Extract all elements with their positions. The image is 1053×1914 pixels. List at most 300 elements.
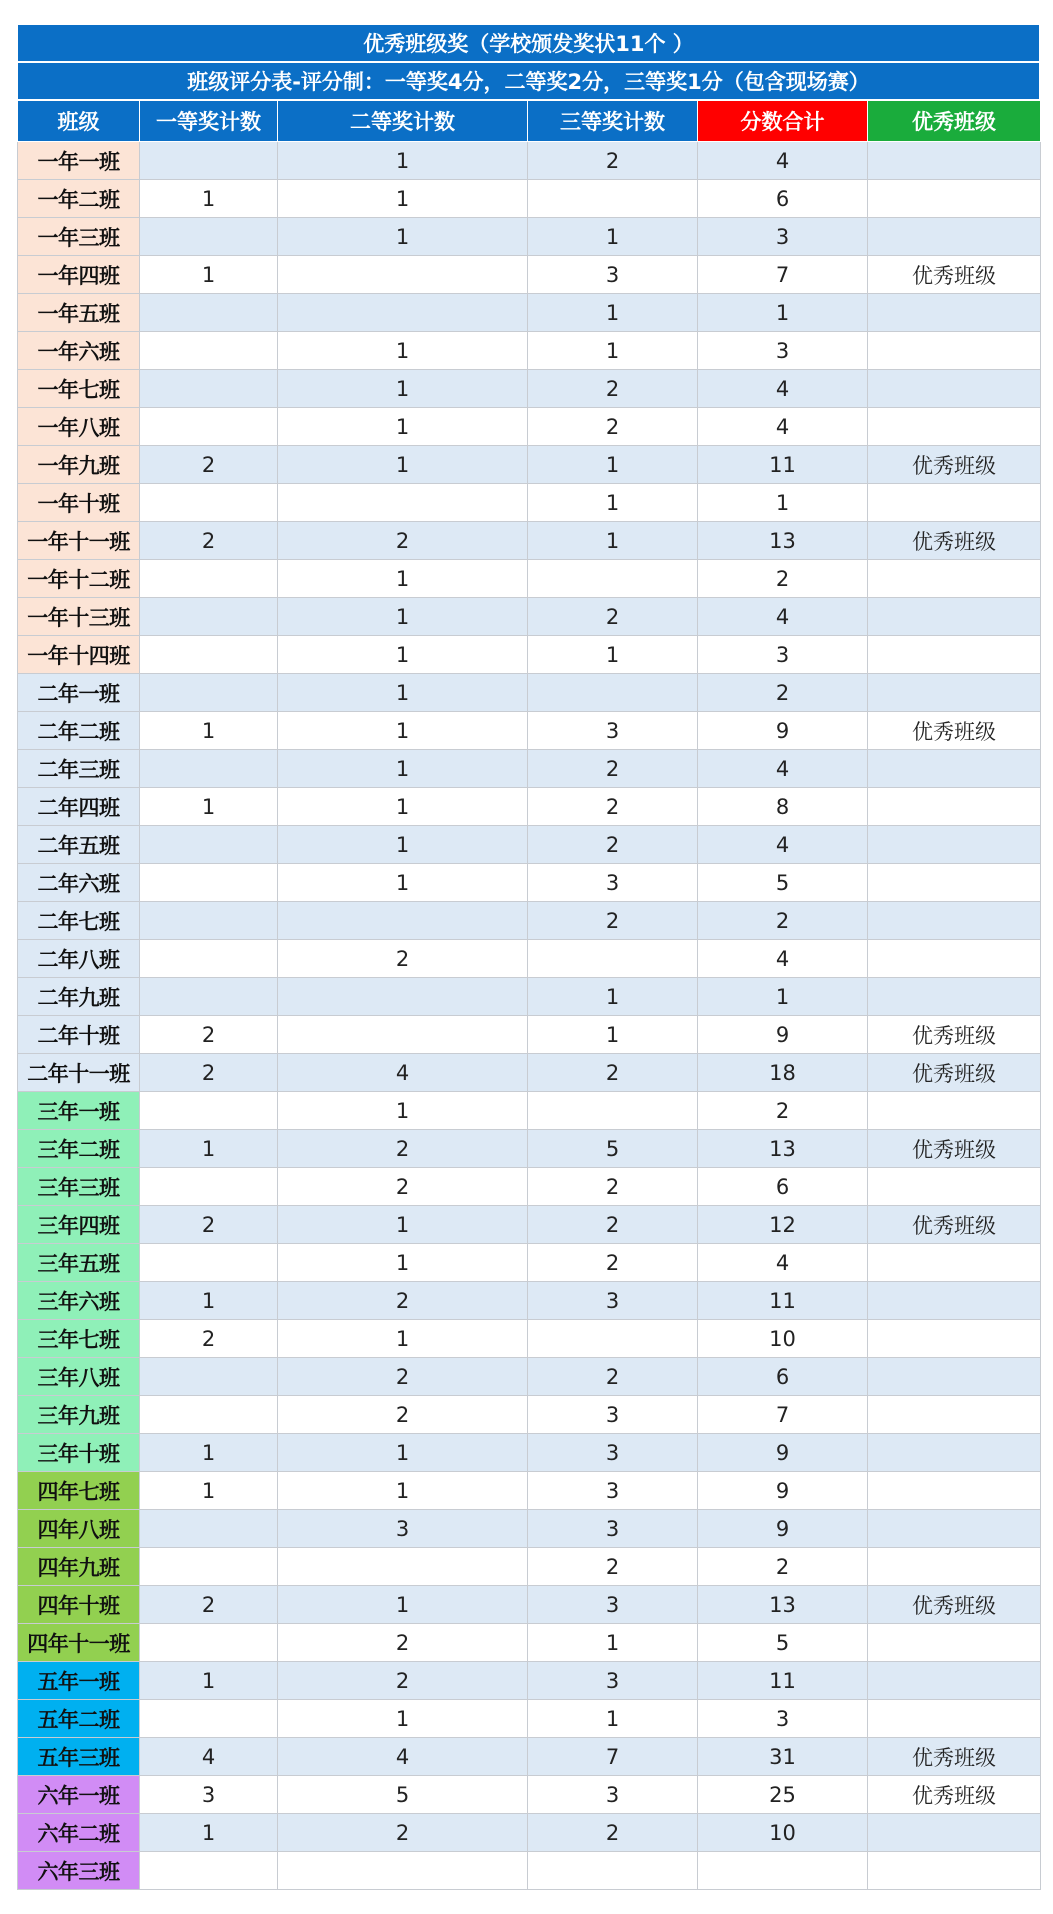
second-prize-cell[interactable]: 1 — [278, 598, 528, 636]
first-prize-cell[interactable] — [140, 1092, 278, 1130]
first-prize-cell[interactable] — [140, 142, 278, 180]
class-name-cell[interactable]: 三年三班 — [18, 1168, 140, 1206]
third-prize-cell[interactable]: 2 — [528, 1206, 698, 1244]
second-prize-cell[interactable]: 1 — [278, 446, 528, 484]
excellent-class-cell[interactable] — [868, 408, 1041, 446]
first-prize-cell[interactable]: 1 — [140, 1662, 278, 1700]
third-prize-cell[interactable] — [528, 940, 698, 978]
third-prize-cell[interactable]: 2 — [528, 1814, 698, 1852]
second-prize-cell[interactable]: 1 — [278, 218, 528, 256]
excellent-class-cell[interactable]: 优秀班级 — [868, 1776, 1041, 1814]
total-score-cell[interactable]: 9 — [698, 1472, 868, 1510]
excellent-class-cell[interactable] — [868, 636, 1041, 674]
class-name-cell[interactable]: 三年九班 — [18, 1396, 140, 1434]
second-prize-cell[interactable]: 1 — [278, 370, 528, 408]
class-name-cell[interactable]: 五年一班 — [18, 1662, 140, 1700]
total-score-cell[interactable]: 6 — [698, 180, 868, 218]
excellent-class-cell[interactable] — [868, 1472, 1041, 1510]
second-prize-cell[interactable]: 1 — [278, 712, 528, 750]
excellent-class-cell[interactable] — [868, 902, 1041, 940]
third-prize-cell[interactable]: 2 — [528, 788, 698, 826]
class-name-cell[interactable]: 二年七班 — [18, 902, 140, 940]
class-name-cell[interactable]: 三年十班 — [18, 1434, 140, 1472]
third-prize-cell[interactable] — [528, 180, 698, 218]
first-prize-cell[interactable] — [140, 218, 278, 256]
table-row — [18, 1092, 1041, 1130]
total-score-cell[interactable]: 2 — [698, 560, 868, 598]
class-name-cell[interactable]: 二年十班 — [18, 1016, 140, 1054]
second-prize-cell[interactable]: 1 — [278, 1244, 528, 1282]
third-prize-cell[interactable]: 2 — [528, 750, 698, 788]
first-prize-cell[interactable]: 2 — [140, 1586, 278, 1624]
class-name-cell[interactable]: 一年二班 — [18, 180, 140, 218]
total-score-cell[interactable] — [698, 1852, 868, 1890]
table-row — [18, 1700, 1041, 1738]
excellent-class-cell[interactable] — [868, 788, 1041, 826]
class-name-cell[interactable]: 三年七班 — [18, 1320, 140, 1358]
first-prize-cell[interactable]: 1 — [140, 1434, 278, 1472]
second-prize-cell[interactable]: 1 — [278, 636, 528, 674]
excellent-class-cell[interactable]: 优秀班级 — [868, 1586, 1041, 1624]
total-score-cell[interactable]: 6 — [698, 1358, 868, 1396]
third-prize-cell[interactable]: 3 — [528, 1396, 698, 1434]
class-name-cell[interactable]: 一年六班 — [18, 332, 140, 370]
excellent-class-cell[interactable] — [868, 1244, 1041, 1282]
excellent-class-cell[interactable] — [868, 1320, 1041, 1358]
third-prize-cell[interactable]: 2 — [528, 1168, 698, 1206]
header-excellent-class[interactable]: 优秀班级 — [868, 101, 1041, 142]
table-row — [18, 712, 1041, 750]
third-prize-cell[interactable]: 3 — [528, 1434, 698, 1472]
excellent-class-cell[interactable]: 优秀班级 — [868, 712, 1041, 750]
first-prize-cell[interactable]: 1 — [140, 1814, 278, 1852]
second-prize-cell[interactable]: 4 — [278, 1054, 528, 1092]
total-score-cell[interactable]: 10 — [698, 1320, 868, 1358]
excellent-class-cell[interactable] — [868, 1168, 1041, 1206]
third-prize-cell[interactable]: 3 — [528, 1472, 698, 1510]
total-score-cell[interactable]: 18 — [698, 1054, 868, 1092]
class-name-cell[interactable]: 二年三班 — [18, 750, 140, 788]
total-score-cell[interactable]: 10 — [698, 1814, 868, 1852]
class-name-cell[interactable]: 一年十班 — [18, 484, 140, 522]
second-prize-cell[interactable]: 1 — [278, 826, 528, 864]
first-prize-cell[interactable] — [140, 294, 278, 332]
excellent-class-cell[interactable] — [868, 1510, 1041, 1548]
first-prize-cell[interactable] — [140, 560, 278, 598]
class-name-cell[interactable]: 五年二班 — [18, 1700, 140, 1738]
excellent-class-cell[interactable] — [868, 142, 1041, 180]
header-class[interactable]: 班级 — [18, 101, 140, 142]
class-name-cell[interactable]: 二年十一班 — [18, 1054, 140, 1092]
first-prize-cell[interactable] — [140, 1624, 278, 1662]
class-name-cell[interactable]: 二年四班 — [18, 788, 140, 826]
third-prize-cell[interactable]: 2 — [528, 1054, 698, 1092]
third-prize-cell[interactable]: 1 — [528, 636, 698, 674]
second-prize-cell[interactable]: 1 — [278, 1320, 528, 1358]
table-row — [18, 180, 1041, 218]
header-third-prize-count[interactable]: 三等奖计数 — [528, 101, 698, 142]
second-prize-cell[interactable] — [278, 294, 528, 332]
header-first-prize-count[interactable]: 一等奖计数 — [140, 101, 278, 142]
first-prize-cell[interactable]: 3 — [140, 1776, 278, 1814]
third-prize-cell[interactable]: 1 — [528, 484, 698, 522]
class-name-cell[interactable]: 四年十班 — [18, 1586, 140, 1624]
excellent-class-cell[interactable]: 优秀班级 — [868, 1016, 1041, 1054]
total-score-cell[interactable]: 2 — [698, 1092, 868, 1130]
first-prize-cell[interactable] — [140, 370, 278, 408]
class-name-cell[interactable]: 三年一班 — [18, 1092, 140, 1130]
total-score-cell[interactable]: 4 — [698, 1244, 868, 1282]
second-prize-cell[interactable]: 1 — [278, 332, 528, 370]
third-prize-cell[interactable]: 3 — [528, 1662, 698, 1700]
first-prize-cell[interactable] — [140, 1700, 278, 1738]
second-prize-cell[interactable] — [278, 978, 528, 1016]
third-prize-cell[interactable]: 1 — [528, 294, 698, 332]
total-score-cell[interactable]: 4 — [698, 142, 868, 180]
second-prize-cell[interactable]: 1 — [278, 1434, 528, 1472]
total-score-cell[interactable]: 2 — [698, 1548, 868, 1586]
first-prize-cell[interactable]: 1 — [140, 788, 278, 826]
second-prize-cell[interactable]: 2 — [278, 1814, 528, 1852]
third-prize-cell[interactable]: 1 — [528, 1624, 698, 1662]
total-score-cell[interactable]: 3 — [698, 636, 868, 674]
table-row — [18, 1662, 1041, 1700]
third-prize-cell[interactable]: 3 — [528, 864, 698, 902]
total-score-cell[interactable]: 12 — [698, 1206, 868, 1244]
second-prize-cell[interactable]: 2 — [278, 522, 528, 560]
excellent-class-cell[interactable]: 优秀班级 — [868, 1130, 1041, 1168]
second-prize-cell[interactable] — [278, 1852, 528, 1890]
excellent-class-cell[interactable] — [868, 598, 1041, 636]
third-prize-cell[interactable]: 3 — [528, 712, 698, 750]
total-score-cell[interactable]: 5 — [698, 1624, 868, 1662]
second-prize-cell[interactable]: 1 — [278, 560, 528, 598]
first-prize-cell[interactable]: 1 — [140, 1130, 278, 1168]
class-name-cell[interactable]: 一年四班 — [18, 256, 140, 294]
class-name-cell[interactable]: 一年九班 — [18, 446, 140, 484]
third-prize-cell[interactable]: 2 — [528, 1548, 698, 1586]
third-prize-cell[interactable]: 3 — [528, 256, 698, 294]
third-prize-cell[interactable]: 5 — [528, 1130, 698, 1168]
third-prize-cell[interactable]: 1 — [528, 522, 698, 560]
first-prize-cell[interactable] — [140, 978, 278, 1016]
class-name-cell[interactable]: 一年八班 — [18, 408, 140, 446]
total-score-cell[interactable]: 9 — [698, 712, 868, 750]
total-score-cell[interactable]: 13 — [698, 1130, 868, 1168]
second-prize-cell[interactable]: 1 — [278, 674, 528, 712]
third-prize-cell[interactable]: 3 — [528, 1282, 698, 1320]
class-name-cell[interactable]: 六年一班 — [18, 1776, 140, 1814]
total-score-cell[interactable]: 8 — [698, 788, 868, 826]
total-score-cell[interactable]: 5 — [698, 864, 868, 902]
total-score-cell[interactable]: 4 — [698, 750, 868, 788]
class-name-cell[interactable]: 二年二班 — [18, 712, 140, 750]
table-row — [18, 902, 1041, 940]
table-row — [18, 484, 1041, 522]
first-prize-cell[interactable] — [140, 864, 278, 902]
first-prize-cell[interactable]: 1 — [140, 180, 278, 218]
class-name-cell[interactable]: 一年三班 — [18, 218, 140, 256]
excellent-class-cell[interactable]: 优秀班级 — [868, 1054, 1041, 1092]
third-prize-cell[interactable]: 2 — [528, 142, 698, 180]
third-prize-cell[interactable]: 7 — [528, 1738, 698, 1776]
excellent-class-cell[interactable] — [868, 1624, 1041, 1662]
second-prize-cell[interactable]: 5 — [278, 1776, 528, 1814]
total-score-cell[interactable]: 2 — [698, 674, 868, 712]
total-score-cell[interactable]: 3 — [698, 1700, 868, 1738]
excellent-class-cell[interactable] — [868, 1700, 1041, 1738]
class-name-cell[interactable]: 二年八班 — [18, 940, 140, 978]
total-score-cell[interactable]: 7 — [698, 256, 868, 294]
class-name-cell[interactable]: 四年九班 — [18, 1548, 140, 1586]
second-prize-cell[interactable]: 1 — [278, 1586, 528, 1624]
first-prize-cell[interactable] — [140, 674, 278, 712]
third-prize-cell[interactable]: 1 — [528, 218, 698, 256]
class-name-cell[interactable]: 三年四班 — [18, 1206, 140, 1244]
excellent-class-cell[interactable] — [868, 674, 1041, 712]
class-name-cell[interactable]: 三年二班 — [18, 1130, 140, 1168]
second-prize-cell[interactable] — [278, 902, 528, 940]
second-prize-cell[interactable]: 2 — [278, 1130, 528, 1168]
total-score-cell[interactable]: 9 — [698, 1510, 868, 1548]
total-score-cell[interactable]: 11 — [698, 446, 868, 484]
table-row — [18, 256, 1041, 294]
excellent-class-cell[interactable] — [868, 978, 1041, 1016]
total-score-cell[interactable]: 13 — [698, 1586, 868, 1624]
total-score-cell[interactable]: 1 — [698, 484, 868, 522]
second-prize-cell[interactable]: 1 — [278, 1700, 528, 1738]
class-name-cell[interactable]: 二年一班 — [18, 674, 140, 712]
second-prize-cell[interactable]: 1 — [278, 180, 528, 218]
third-prize-cell[interactable] — [528, 1092, 698, 1130]
total-score-cell[interactable]: 9 — [698, 1434, 868, 1472]
second-prize-cell[interactable]: 1 — [278, 1206, 528, 1244]
excellent-class-cell[interactable] — [868, 1814, 1041, 1852]
third-prize-cell[interactable]: 1 — [528, 332, 698, 370]
total-score-cell[interactable]: 11 — [698, 1282, 868, 1320]
first-prize-cell[interactable] — [140, 1244, 278, 1282]
total-score-cell[interactable]: 1 — [698, 978, 868, 1016]
third-prize-cell[interactable]: 2 — [528, 902, 698, 940]
second-prize-cell[interactable] — [278, 484, 528, 522]
class-name-cell[interactable]: 六年三班 — [18, 1852, 140, 1890]
table-row — [18, 750, 1041, 788]
third-prize-cell[interactable]: 2 — [528, 408, 698, 446]
first-prize-cell[interactable] — [140, 598, 278, 636]
second-prize-cell[interactable]: 2 — [278, 1624, 528, 1662]
excellent-class-cell[interactable] — [868, 180, 1041, 218]
second-prize-cell[interactable]: 1 — [278, 1092, 528, 1130]
class-name-cell[interactable]: 一年十四班 — [18, 636, 140, 674]
second-prize-cell[interactable]: 1 — [278, 142, 528, 180]
first-prize-cell[interactable]: 1 — [140, 1472, 278, 1510]
total-score-cell[interactable]: 11 — [698, 1662, 868, 1700]
class-name-cell[interactable]: 四年十一班 — [18, 1624, 140, 1662]
third-prize-cell[interactable]: 3 — [528, 1776, 698, 1814]
first-prize-cell[interactable] — [140, 1852, 278, 1890]
class-name-cell[interactable]: 五年三班 — [18, 1738, 140, 1776]
class-name-cell[interactable]: 二年六班 — [18, 864, 140, 902]
second-prize-cell[interactable] — [278, 1016, 528, 1054]
third-prize-cell[interactable]: 2 — [528, 598, 698, 636]
second-prize-cell[interactable]: 2 — [278, 1282, 528, 1320]
first-prize-cell[interactable] — [140, 750, 278, 788]
first-prize-cell[interactable]: 2 — [140, 1016, 278, 1054]
second-prize-cell[interactable]: 2 — [278, 1168, 528, 1206]
third-prize-cell[interactable] — [528, 1852, 698, 1890]
excellent-class-cell[interactable] — [868, 370, 1041, 408]
third-prize-cell[interactable]: 3 — [528, 1586, 698, 1624]
third-prize-cell[interactable] — [528, 1320, 698, 1358]
excellent-class-cell[interactable] — [868, 1282, 1041, 1320]
third-prize-cell[interactable]: 1 — [528, 1016, 698, 1054]
total-score-cell[interactable]: 4 — [698, 826, 868, 864]
first-prize-cell[interactable]: 2 — [140, 446, 278, 484]
table-row — [18, 978, 1041, 1016]
excellent-class-cell[interactable] — [868, 560, 1041, 598]
second-prize-cell[interactable]: 2 — [278, 1358, 528, 1396]
total-score-cell[interactable]: 6 — [698, 1168, 868, 1206]
second-prize-cell[interactable]: 1 — [278, 788, 528, 826]
first-prize-cell[interactable]: 2 — [140, 522, 278, 560]
total-score-cell[interactable]: 4 — [698, 370, 868, 408]
excellent-class-cell[interactable] — [868, 1662, 1041, 1700]
second-prize-cell[interactable]: 1 — [278, 864, 528, 902]
table-row — [18, 1434, 1041, 1472]
first-prize-cell[interactable] — [140, 940, 278, 978]
first-prize-cell[interactable] — [140, 1168, 278, 1206]
total-score-cell[interactable]: 25 — [698, 1776, 868, 1814]
excellent-class-cell[interactable]: 优秀班级 — [868, 256, 1041, 294]
class-name-cell[interactable]: 三年八班 — [18, 1358, 140, 1396]
first-prize-cell[interactable] — [140, 1358, 278, 1396]
first-prize-cell[interactable] — [140, 332, 278, 370]
first-prize-cell[interactable]: 2 — [140, 1320, 278, 1358]
header-total-score[interactable]: 分数合计 — [698, 101, 868, 142]
total-score-cell[interactable]: 2 — [698, 902, 868, 940]
table-row — [18, 446, 1041, 484]
class-name-cell[interactable]: 一年十三班 — [18, 598, 140, 636]
excellent-class-cell[interactable] — [868, 864, 1041, 902]
table-row — [18, 408, 1041, 446]
total-score-cell[interactable]: 9 — [698, 1016, 868, 1054]
excellent-class-cell[interactable] — [868, 1092, 1041, 1130]
first-prize-cell[interactable]: 2 — [140, 1206, 278, 1244]
second-prize-cell[interactable]: 4 — [278, 1738, 528, 1776]
first-prize-cell[interactable] — [140, 408, 278, 446]
second-prize-cell[interactable]: 1 — [278, 1472, 528, 1510]
excellent-class-cell[interactable] — [868, 1396, 1041, 1434]
excellent-class-cell[interactable] — [868, 750, 1041, 788]
third-prize-cell[interactable]: 1 — [528, 978, 698, 1016]
second-prize-cell[interactable]: 1 — [278, 750, 528, 788]
table-row — [18, 674, 1041, 712]
class-name-cell[interactable]: 四年八班 — [18, 1510, 140, 1548]
first-prize-cell[interactable] — [140, 1396, 278, 1434]
third-prize-cell[interactable]: 2 — [528, 1358, 698, 1396]
class-name-cell[interactable]: 一年一班 — [18, 142, 140, 180]
excellent-class-cell[interactable]: 优秀班级 — [868, 1738, 1041, 1776]
second-prize-cell[interactable]: 3 — [278, 1510, 528, 1548]
second-prize-cell[interactable]: 2 — [278, 1662, 528, 1700]
excellent-class-cell[interactable] — [868, 1548, 1041, 1586]
first-prize-cell[interactable]: 4 — [140, 1738, 278, 1776]
excellent-class-cell[interactable] — [868, 218, 1041, 256]
third-prize-cell[interactable]: 2 — [528, 370, 698, 408]
class-name-cell[interactable]: 一年七班 — [18, 370, 140, 408]
class-name-cell[interactable]: 四年七班 — [18, 1472, 140, 1510]
third-prize-cell[interactable]: 2 — [528, 1244, 698, 1282]
first-prize-cell[interactable] — [140, 826, 278, 864]
class-name-cell[interactable]: 一年十二班 — [18, 560, 140, 598]
total-score-cell[interactable]: 1 — [698, 294, 868, 332]
excellent-class-cell[interactable] — [868, 826, 1041, 864]
excellent-class-cell[interactable] — [868, 484, 1041, 522]
excellent-class-cell[interactable] — [868, 940, 1041, 978]
excellent-class-cell[interactable] — [868, 1852, 1041, 1890]
first-prize-cell[interactable] — [140, 1548, 278, 1586]
class-name-cell[interactable]: 二年九班 — [18, 978, 140, 1016]
second-prize-cell[interactable]: 1 — [278, 408, 528, 446]
third-prize-cell[interactable]: 2 — [528, 826, 698, 864]
table-row — [18, 940, 1041, 978]
first-prize-cell[interactable] — [140, 484, 278, 522]
total-score-cell[interactable]: 7 — [698, 1396, 868, 1434]
class-name-cell[interactable]: 一年十一班 — [18, 522, 140, 560]
third-prize-cell[interactable] — [528, 560, 698, 598]
second-prize-cell[interactable] — [278, 1548, 528, 1586]
total-score-cell[interactable]: 13 — [698, 522, 868, 560]
third-prize-cell[interactable]: 1 — [528, 446, 698, 484]
third-prize-cell[interactable]: 1 — [528, 1700, 698, 1738]
class-name-cell[interactable]: 三年五班 — [18, 1244, 140, 1282]
total-score-cell[interactable]: 4 — [698, 408, 868, 446]
table-row — [18, 864, 1041, 902]
total-score-cell[interactable]: 3 — [698, 332, 868, 370]
class-name-cell[interactable]: 三年六班 — [18, 1282, 140, 1320]
header-second-prize-count[interactable]: 二等奖计数 — [278, 101, 528, 142]
second-prize-cell[interactable] — [278, 256, 528, 294]
excellent-class-cell[interactable] — [868, 332, 1041, 370]
total-score-cell[interactable]: 3 — [698, 218, 868, 256]
total-score-cell[interactable]: 31 — [698, 1738, 868, 1776]
class-name-cell[interactable]: 一年五班 — [18, 294, 140, 332]
excellent-class-cell[interactable]: 优秀班级 — [868, 1206, 1041, 1244]
table-row — [18, 522, 1041, 560]
total-score-cell[interactable]: 4 — [698, 598, 868, 636]
class-name-cell[interactable]: 二年五班 — [18, 826, 140, 864]
excellent-class-cell[interactable] — [868, 1358, 1041, 1396]
third-prize-cell[interactable]: 3 — [528, 1510, 698, 1548]
first-prize-cell[interactable] — [140, 902, 278, 940]
excellent-class-cell[interactable] — [868, 1434, 1041, 1472]
excellent-class-cell[interactable]: 优秀班级 — [868, 522, 1041, 560]
first-prize-cell[interactable] — [140, 1510, 278, 1548]
class-name-cell[interactable]: 六年二班 — [18, 1814, 140, 1852]
excellent-class-cell[interactable] — [868, 294, 1041, 332]
first-prize-cell[interactable]: 1 — [140, 256, 278, 294]
score-sheet — [17, 24, 1040, 1890]
first-prize-cell[interactable]: 2 — [140, 1054, 278, 1092]
second-prize-cell[interactable]: 2 — [278, 1396, 528, 1434]
excellent-class-cell[interactable]: 优秀班级 — [868, 446, 1041, 484]
first-prize-cell[interactable]: 1 — [140, 712, 278, 750]
first-prize-cell[interactable] — [140, 636, 278, 674]
first-prize-cell[interactable]: 1 — [140, 1282, 278, 1320]
second-prize-cell[interactable]: 2 — [278, 940, 528, 978]
total-score-cell[interactable]: 4 — [698, 940, 868, 978]
third-prize-cell[interactable] — [528, 674, 698, 712]
